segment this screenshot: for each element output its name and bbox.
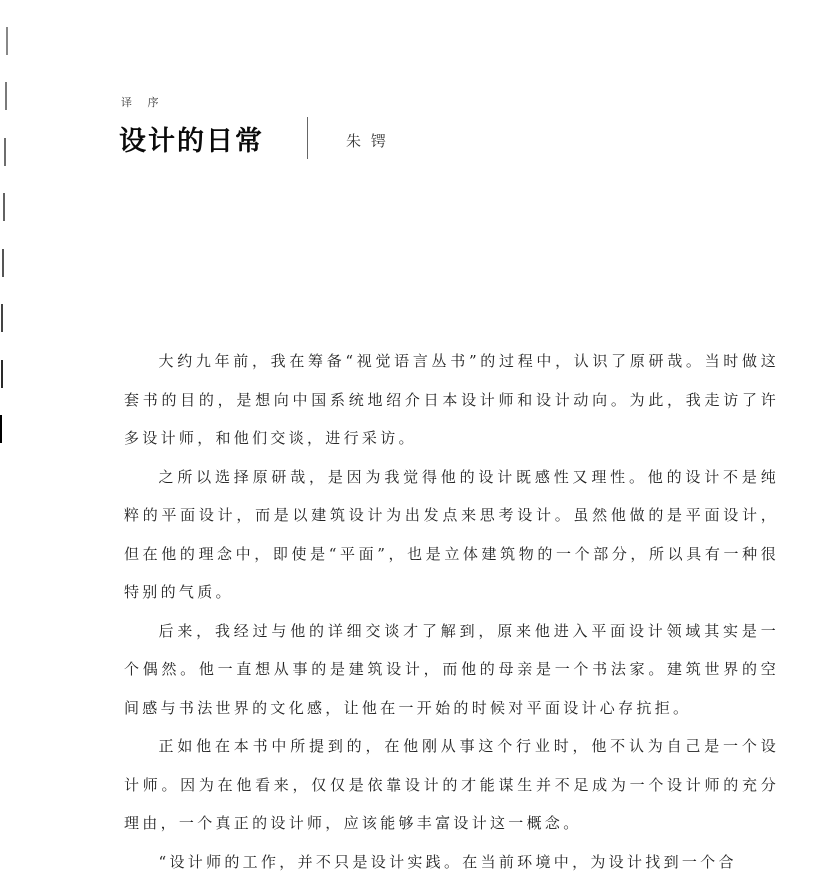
paragraph: 后来，我经过与他的详细交谈才了解到，原来他进入平面设计领域其实是一个偶然。他一直想从事的是建筑设计，而他的母亲是一个书法家。建筑世界的空间感与书法世界的文化感，让他在一开始的时候对平面设计心存抗拒。 <box>124 621 779 717</box>
section-label: 译 序 <box>121 96 165 109</box>
margin-mark <box>6 27 8 55</box>
paragraph: “设计师的工作，并不只是设计实践。在当前环境中，为设计找到一个合 <box>158 852 737 871</box>
margin-mark <box>5 82 7 110</box>
margin-mark <box>2 249 4 277</box>
title-separator <box>307 117 308 159</box>
margin-mark <box>0 415 2 443</box>
margin-mark <box>1 360 3 388</box>
margin-mark <box>3 193 5 221</box>
paragraph: 之所以选择原研哉，是因为我觉得他的设计既感性又理性。他的设计不是纯粹的平面设计，而是以建筑设计为出发点来思考设计。虽然他做的是平面设计，但在他的理念中，即使是“平面”，也是立体建筑物的一个部分，所以具有一种很特别的气质。 <box>124 467 779 601</box>
margin-mark <box>1 304 3 332</box>
author-name: 朱锷 <box>346 132 397 150</box>
page-title: 设计的日常 <box>119 126 264 157</box>
margin-mark <box>4 138 6 166</box>
body-text <box>124 342 779 881</box>
paragraph: 正如他在本书中所提到的，在他刚从事这个行业时，他不认为自己是一个设计师。因为在他看来，仅仅是依靠设计的才能谋生并不足成为一个设计师的充分理由，一个真正的设计师，应该能够丰富设计这一概念。 <box>124 737 779 832</box>
paragraph: 大约九年前，我在筹备“视觉语言丛书”的过程中，认识了原研哉。当时做这套书的目的，是想向中国系统地绍介日本设计师和设计动向。为此，我走访了许多设计师，和他们交谈，进行采访。 <box>124 352 779 447</box>
